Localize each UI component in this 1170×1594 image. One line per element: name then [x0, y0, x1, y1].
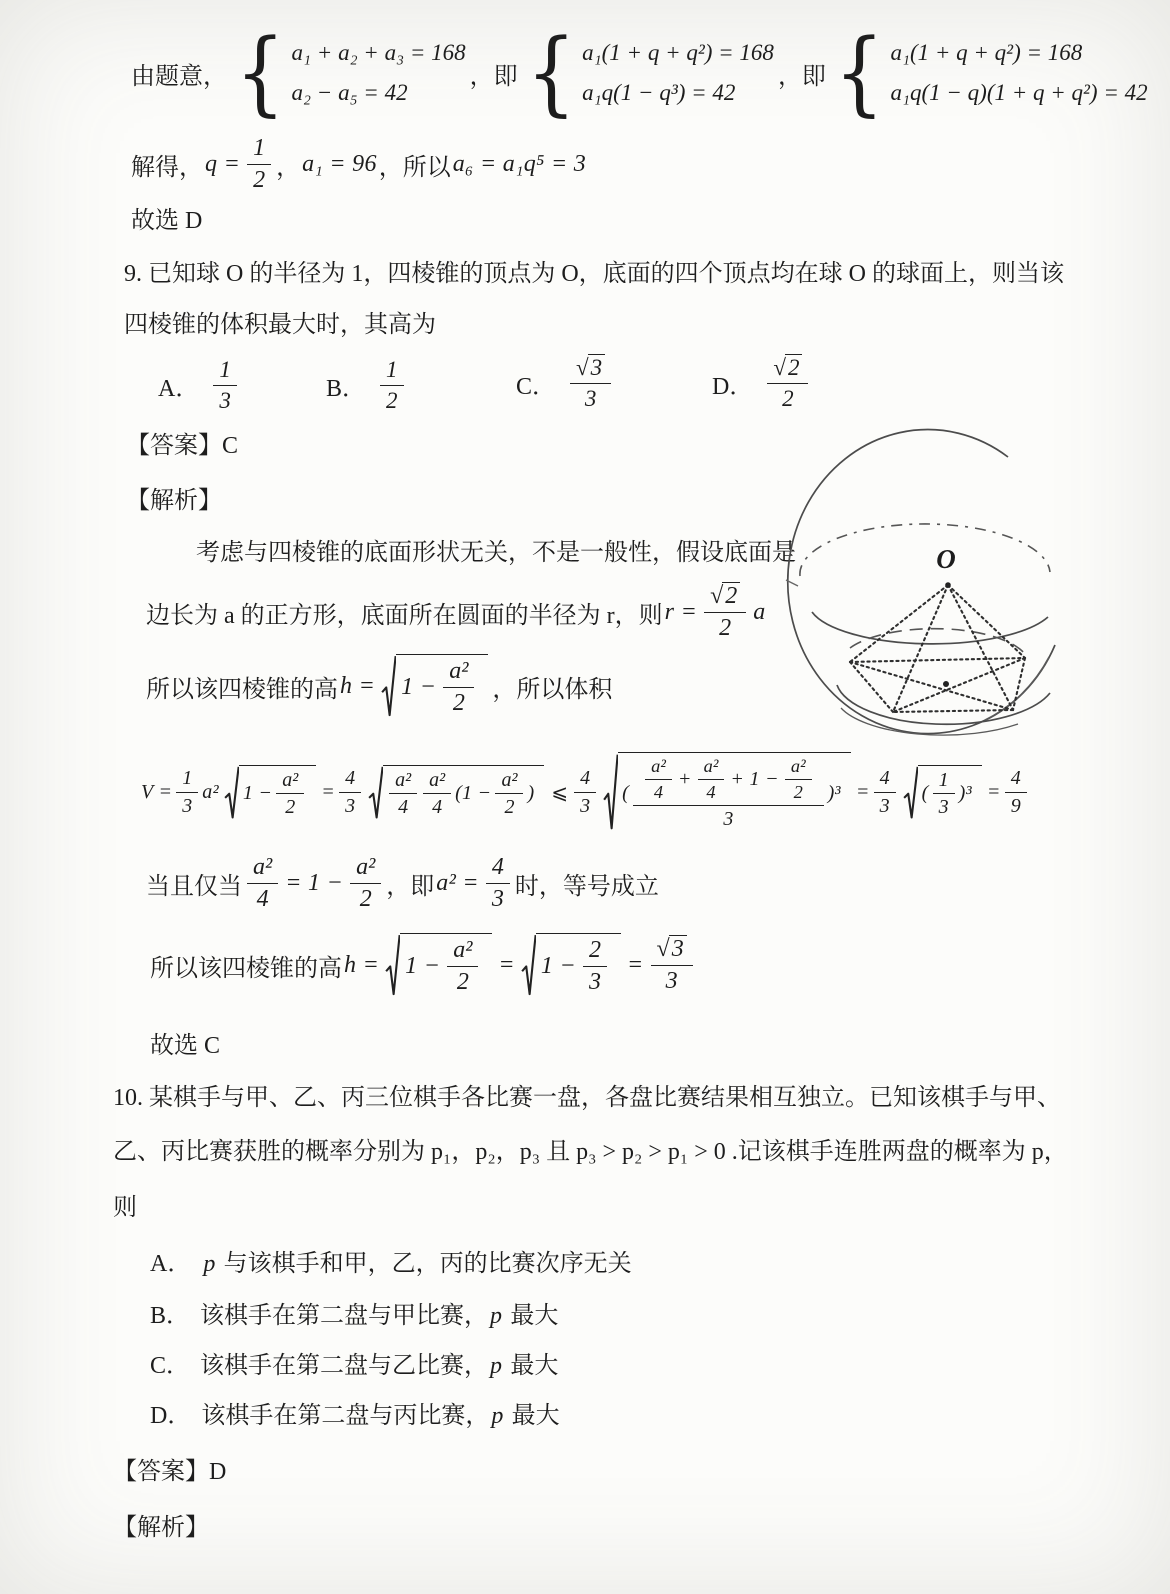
equality-condition-line [146, 852, 659, 914]
radical-glyph: √ [576, 355, 589, 381]
solve-text: 解得， [131, 154, 203, 181]
math-text: = 1 − [285, 869, 344, 896]
fraction [570, 354, 611, 412]
q10-option-d [150, 1400, 560, 1432]
fraction-numerator: a² [443, 658, 474, 688]
equation: a₁q(1 − q³) = 42 [582, 80, 736, 105]
math-text: h = [344, 951, 380, 978]
fraction [339, 767, 361, 817]
analysis-text: 时，等号成立 [514, 873, 659, 900]
fraction-numerator: 1 [247, 135, 271, 165]
radicand-body [400, 933, 492, 997]
radicand-body [918, 765, 982, 820]
analysis-text: 边长为 a 的正方形，底面所在圆面的半径为 r，则 [146, 602, 663, 629]
option-label: A． [158, 375, 200, 402]
math-text: 1 − [540, 953, 577, 979]
base-edge [850, 658, 1025, 662]
fraction [874, 767, 896, 817]
math-text: p [490, 1353, 503, 1379]
math-text: p [490, 1303, 503, 1329]
connector-text: ，即 [386, 873, 435, 900]
base-center-dot [943, 681, 949, 687]
option-label: B． [326, 375, 367, 402]
q9-option-c [516, 352, 616, 414]
radicand: 2 [785, 354, 803, 381]
math-text: h = [340, 672, 376, 699]
fraction [495, 769, 523, 819]
system-rows [292, 40, 466, 106]
radicand: 3 [669, 935, 687, 963]
fraction-numerator [570, 354, 611, 384]
option-label: C． [516, 373, 557, 400]
option-text: 该棋手在第二盘与甲比赛， [200, 1303, 489, 1329]
choice-text: 故选 C [150, 1033, 221, 1059]
fraction-numerator [704, 582, 746, 613]
math-text: q = [205, 150, 241, 177]
fraction-denominator: 3 [491, 885, 504, 912]
analysis-text: 所以该四棱锥的高 [150, 955, 342, 982]
fraction-denominator: 2 [456, 969, 469, 995]
fraction [933, 769, 955, 819]
math-text: 1 − [401, 674, 437, 700]
fraction-numerator: 2 [583, 937, 607, 967]
sqrt-expression [224, 765, 316, 820]
math-text: p [491, 1403, 504, 1429]
solve-result-line [131, 134, 588, 194]
sphere-center-label: O [936, 544, 956, 574]
fraction-numerator [633, 756, 823, 806]
radicand: 3 [588, 354, 606, 381]
radicand-body [239, 765, 316, 820]
fraction-denominator: 2 [253, 166, 266, 193]
height-formula-line [146, 650, 612, 722]
analysis-text: 考虑与四棱锥的底面形状无关，不是一般性，假设底面是 [196, 540, 796, 566]
option-text: 该棋手在第二盘与丙比赛， [201, 1403, 490, 1429]
fraction-numerator: 4 [1005, 767, 1027, 792]
fraction-numerator: a² [389, 769, 417, 794]
fraction-numerator: 1 [176, 767, 198, 792]
sphere-pyramid-diagram [778, 408, 1070, 756]
option-text: 该棋手在第二盘与乙比赛， [200, 1353, 489, 1379]
fraction [447, 937, 478, 996]
option-label: B． [150, 1303, 191, 1329]
given-intro-text: 由题意， [131, 63, 227, 90]
question-text: 乙、丙比赛获胜的概率分别为 p₁，p₂，p₃ 且 p₃ > p₂ > p₁ > 0 .记该棋手连胜两盘的概率为 p， [113, 1139, 1068, 1165]
q10-option-a [150, 1248, 632, 1280]
fraction-denominator: 4 [653, 781, 664, 802]
sqrt-expression [603, 752, 851, 832]
math-text: a₁ = 96 [302, 150, 377, 177]
sqrt-expression [381, 654, 488, 718]
math-text: a [753, 598, 766, 625]
given-equations-line [131, 19, 1152, 127]
fraction-denominator: 3 [580, 794, 591, 817]
fraction [583, 937, 607, 996]
leq-sign: ⩽ [551, 780, 569, 804]
big-fraction [633, 756, 823, 831]
q9-answer-line [126, 430, 238, 462]
fraction-numerator: 4 [486, 854, 510, 884]
radicand-body [383, 765, 544, 820]
radical-glyph: √ [656, 936, 670, 963]
fraction-denominator: 3 [219, 387, 231, 413]
system-rows [582, 40, 774, 106]
connector-text: ，所以 [378, 154, 451, 181]
fraction [176, 767, 198, 817]
math-text: V = [141, 780, 173, 803]
pyramid-edge [850, 585, 948, 662]
fraction [698, 756, 725, 802]
q9-option-b [326, 356, 409, 414]
math-text: = [321, 780, 336, 803]
fraction-denominator: 2 [386, 387, 398, 413]
math-text: a² = [436, 869, 479, 896]
math-text: = [855, 780, 870, 803]
fraction [704, 582, 746, 642]
fraction [247, 135, 271, 194]
fraction [423, 769, 451, 819]
question-text: 则 [113, 1195, 137, 1221]
fraction-numerator: a² [447, 937, 478, 967]
fraction-denominator: 4 [256, 885, 269, 912]
fraction-numerator: 4 [874, 767, 896, 792]
fraction-numerator: a² [785, 756, 812, 780]
fraction-denominator: 4 [706, 781, 716, 802]
fraction-numerator: a² [276, 769, 304, 794]
math-text: )³ [827, 781, 841, 804]
math-text: ( [622, 781, 630, 804]
math-text: )³ [958, 782, 972, 804]
q10-answer-line [113, 1456, 226, 1488]
fraction-numerator: a² [495, 769, 523, 794]
fraction-numerator: a² [698, 756, 725, 780]
fraction-numerator: 1 [213, 357, 237, 386]
left-brace-icon: { [526, 19, 576, 127]
fraction [651, 935, 693, 995]
equation-system-3 [830, 19, 1148, 127]
choice-c-line [150, 1030, 220, 1062]
fraction-numerator [767, 354, 808, 384]
math-text: ) [527, 782, 535, 804]
fraction-denominator: 2 [782, 386, 794, 411]
choice-text: 故选 D [131, 208, 203, 234]
math-text: a₆ = a₁q⁵ = 3 [452, 150, 587, 177]
q9-option-a [158, 356, 242, 414]
radical-glyph: √ [710, 583, 724, 610]
fraction-denominator: 3 [665, 968, 678, 994]
fraction-denominator: 3 [879, 794, 890, 817]
fraction [213, 357, 237, 414]
fraction [247, 854, 278, 913]
conjunction-text: ，即 [777, 63, 826, 90]
radicand-body [618, 752, 851, 832]
radical-icon [381, 654, 396, 718]
fraction-denominator: 2 [359, 885, 372, 912]
option-text: 最大 [504, 1303, 559, 1329]
fraction-numerator: a² [423, 769, 451, 794]
analysis-paragraph-line2 [146, 580, 768, 644]
answer-value: C [222, 433, 239, 459]
analysis-paragraph-line1 [196, 537, 796, 569]
option-text: 与该棋手和甲，乙，丙的比赛次序无关 [217, 1251, 632, 1277]
fraction-denominator: 2 [504, 796, 515, 818]
option-label: D． [712, 373, 754, 400]
equation-system-1 [231, 19, 466, 127]
fraction [443, 658, 474, 717]
fraction-numerator: a² [645, 756, 672, 780]
math-text: (1 − [455, 782, 492, 804]
fraction-denominator: 2 [285, 796, 296, 818]
base-edge [1013, 658, 1025, 710]
system-rows [890, 40, 1147, 106]
fraction-denominator: 3 [723, 808, 734, 831]
fraction-denominator: 2 [452, 690, 465, 716]
fraction-denominator: 2 [793, 781, 803, 802]
base-diagonal [850, 662, 1013, 710]
fraction-denominator: 4 [432, 796, 443, 818]
sphere-outline [788, 430, 1055, 734]
math-text: r = [664, 598, 698, 625]
fraction-numerator [651, 935, 693, 966]
math-text: = [498, 951, 515, 978]
math-text: + [677, 768, 692, 791]
q9-option-d [712, 352, 813, 414]
radicand-body [536, 933, 621, 997]
fraction [389, 769, 417, 819]
math-text: + 1 − [730, 768, 779, 791]
sqrt-expression [368, 765, 544, 820]
equation-system-2 [522, 19, 774, 127]
analysis-text: 所以该四棱锥的高 [146, 676, 338, 703]
answer-label: 【答案】 [126, 433, 222, 459]
fraction [350, 854, 381, 913]
question10-line1 [113, 1082, 1061, 1114]
question-text: 四棱锥的体积最大时，其高为 [124, 312, 436, 338]
equation: a₁(1 + q + q²) = 168 [582, 40, 774, 65]
math-text: 1 − [405, 953, 441, 979]
radical-icon [521, 933, 536, 997]
answer-label: 【答案】 [113, 1459, 209, 1485]
left-brace-icon: { [235, 19, 286, 127]
question-text: 9. 已知球 O 的半径为 1，四棱锥的顶点为 O，底面的四个顶点均在球 O 的球面上，则当该 [124, 261, 1064, 287]
radical-icon [385, 933, 400, 997]
pyramid-edges [850, 585, 1025, 712]
option-text: 最大 [505, 1403, 560, 1429]
q10-analysis-label [113, 1512, 209, 1544]
sphere-pyramid-svg [778, 408, 1070, 756]
question9-line2 [124, 309, 436, 341]
fraction-denominator: 3 [182, 794, 193, 817]
radical-icon [224, 765, 239, 820]
math-text: a² [202, 780, 219, 803]
math-text: ( [921, 782, 929, 804]
math-text: = [986, 780, 1001, 803]
conjunction-text: ，即 [469, 63, 518, 90]
math-text: 1 − [242, 782, 273, 804]
fraction-denominator: 3 [589, 969, 602, 995]
radical-glyph: √ [773, 355, 786, 381]
q10-option-b [150, 1300, 558, 1332]
sqrt-expression [903, 765, 982, 820]
fraction [785, 756, 812, 802]
fraction [574, 767, 596, 817]
left-brace-icon: { [834, 19, 885, 127]
equation: a₂ − a₅ = 42 [291, 80, 408, 105]
option-label: A． [150, 1251, 192, 1277]
fraction [380, 357, 404, 414]
fraction [645, 756, 672, 802]
answer-value: D [209, 1459, 227, 1485]
analysis-text: ，所以体积 [492, 676, 613, 703]
fraction-numerator: 4 [574, 767, 596, 792]
radical-icon [368, 765, 383, 820]
fraction [1005, 767, 1027, 817]
math-text: = [627, 951, 644, 978]
radical-icon [603, 752, 618, 832]
math-text: p [203, 1251, 216, 1277]
comma-text: ， [276, 154, 301, 181]
base-edge [893, 710, 1013, 712]
question9-line1 [124, 258, 1064, 290]
option-label: D． [150, 1403, 192, 1429]
pyramid-edge [948, 585, 1013, 710]
analysis-label: 【解析】 [113, 1515, 209, 1541]
fraction-numerator: 4 [339, 767, 361, 792]
question10-line2 [113, 1136, 1068, 1168]
sqrt-expression [521, 933, 621, 997]
fraction [276, 769, 304, 819]
pyramid-edge [948, 585, 1025, 658]
option-text: 最大 [504, 1353, 559, 1379]
fraction-numerator: a² [350, 854, 381, 884]
fraction-numerator: 1 [933, 769, 955, 794]
option-label: C． [150, 1353, 191, 1379]
question-text: 10. 某棋手与甲、乙、丙三位棋手各比赛一盘，各盘比赛结果相互独立。已知该棋手与甲、 [113, 1085, 1061, 1111]
q10-option-c [150, 1350, 558, 1382]
radical-icon [903, 765, 918, 820]
fraction-denominator: 3 [584, 386, 597, 411]
analysis-text: 当且仅当 [146, 873, 242, 900]
q9-analysis-label [126, 485, 222, 517]
fraction-denominator: 3 [938, 796, 949, 818]
fraction-numerator: a² [247, 854, 278, 884]
equation: a₁(1 + q + q²) = 168 [890, 40, 1083, 65]
fraction-numerator: 1 [380, 357, 404, 386]
fraction [486, 854, 510, 913]
fraction [767, 354, 808, 412]
fraction-denominator: 4 [398, 796, 409, 818]
apex-dot [945, 582, 951, 588]
radicand-body [396, 654, 488, 718]
radicand: 2 [722, 582, 740, 610]
fraction-denominator: 3 [345, 794, 356, 817]
sqrt-expression [385, 933, 492, 997]
equation: a₁q(1 − q)(1 + q + q²) = 42 [890, 80, 1148, 105]
choice-d-line [131, 205, 202, 237]
analysis-label: 【解析】 [126, 488, 222, 514]
fraction-denominator: 2 [719, 615, 732, 641]
final-height-line [150, 926, 698, 1004]
question10-line3 [113, 1192, 137, 1224]
equator-back-dashed [800, 524, 1050, 576]
fraction-denominator: 9 [1010, 794, 1021, 817]
equation: a₁ + a₂ + a₃ = 168 [291, 40, 466, 65]
